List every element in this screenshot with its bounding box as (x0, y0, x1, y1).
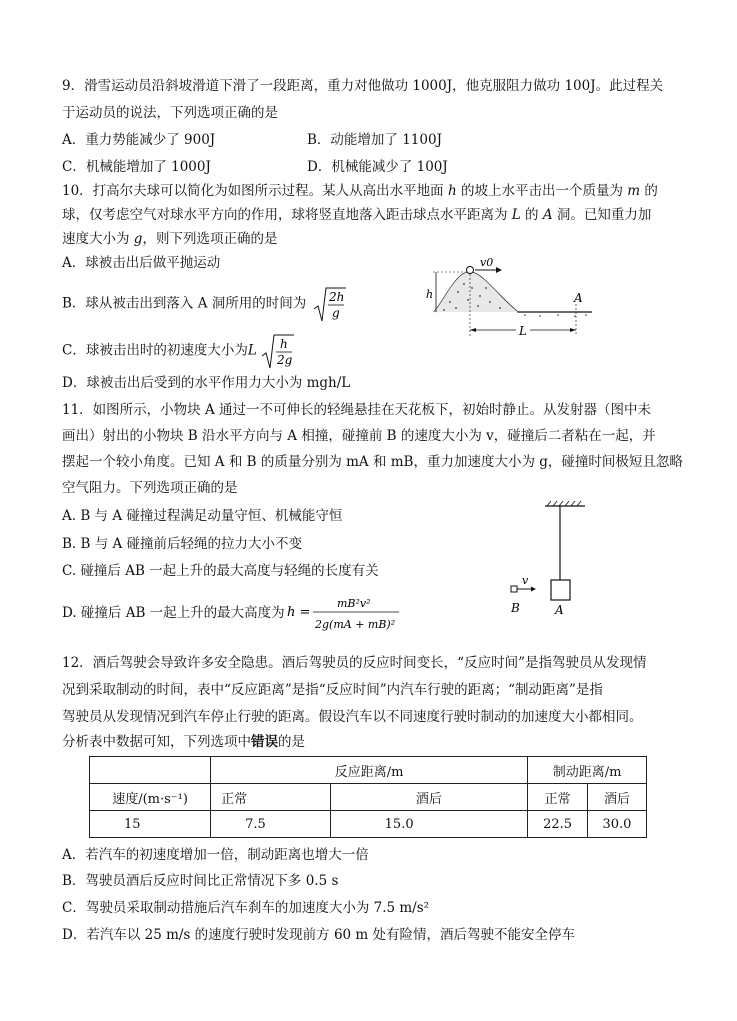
table-header-speed: 速度/(m·s⁻¹) (90, 784, 211, 811)
q10-stem-line1: 10．打高尔夫球可以简化为如图所示过程。某人从高出水平地面 h 的坡上水平击出一个质量为 m 的 (62, 183, 658, 199)
table-header-braking: 制动距离/m (528, 757, 647, 784)
q10-b-sqrt-formula (313, 285, 347, 323)
q12-option-b: B．驾驶员酒后反应时间比正常情况下多 0.5 s (62, 873, 339, 889)
q11-stem-line4: 空气阻力。下列选项正确的是 (62, 480, 238, 496)
q10-b-denominator: g (331, 306, 340, 320)
q10-option-d: D．球被击出后受到的水平作用力大小为 mgh/L (62, 375, 351, 391)
q11-d-denominator: 2g(mA + mB)² (315, 618, 396, 631)
q9-option-d: D．机械能减少了 100J (307, 159, 448, 175)
table-cell-drunk-braking: 30.0 (587, 811, 646, 838)
q10-option-b: B．球从被击出到落入 A 洞所用的时间为 2h g (62, 285, 345, 323)
table-corner-cell (90, 757, 211, 784)
pendulum-diagram (505, 500, 595, 620)
q10-stem-line2: 球，仅考虑空气对球水平方向的作用，球将竖直地落入距击球点水平距离为 L 的 A 洞。已知重力加 (62, 207, 652, 223)
table-cell-normal-reaction: 7.5 (211, 811, 331, 838)
q10-option-c: C．球被击出时的初速度大小为L h 2g (62, 332, 295, 370)
q10-option-a: A．球被击出后做平抛运动 (62, 255, 221, 271)
q10-b-numerator: 2h (328, 290, 344, 304)
q9-option-c: C．机械能增加了 1000J (62, 159, 211, 175)
q11-stem-line2: 画出）射出的小物块 B 沿水平方向与 A 相撞，碰撞前 B 的速度大小为 v，碰撞后二者粘在一起，并 (62, 428, 656, 444)
q12-option-a: A．若汽车的初速度增加一倍，制动距离也增大一倍 (62, 847, 369, 863)
table-header-drunk-braking: 酒后 (587, 784, 646, 811)
golf-hole-a-label: A (574, 291, 583, 305)
q11-option-d: D. 碰撞后 AB 一起上升的最大高度为 (62, 605, 285, 621)
block-a (551, 580, 570, 600)
q12-stem-line1: 12．酒后驾驶会导致许多安全隐患。酒后驾驶员的反应时间变长，“反应时间”是指驾驶员从发现情 (62, 655, 647, 671)
table-header-normal-braking: 正常 (528, 784, 588, 811)
q11-d-h: h = (287, 605, 311, 620)
q12-option-c: C．驾驶员采取制动措施后汽车刹车的加速度大小为 7.5 m/s² (62, 900, 430, 916)
velocity-v-label: v (522, 574, 529, 587)
golf-diagram (420, 258, 605, 338)
q11-d-numerator: mB²v² (337, 597, 371, 610)
q11-option-b: B. B 与 A 碰撞前后轻绳的拉力大小不变 (62, 536, 303, 552)
golf-h-label: h (426, 288, 434, 301)
table-cell-drunk-reaction: 15.0 (330, 811, 528, 838)
q11-d-formula (287, 590, 407, 636)
table-header-reaction: 反应距离/m (211, 757, 528, 784)
q9-stem-line1: 9．滑雪运动员沿斜坡滑道下滑了一段距离，重力对他做功 1000J，他克服阻力做功 100J。此过程关 (62, 78, 664, 94)
block-b-label: B (511, 601, 520, 615)
table-header-normal-reaction: 正常 (211, 784, 331, 811)
table-cell-normal-braking: 22.5 (528, 811, 588, 838)
golf-v0-label: v0 (480, 258, 494, 269)
q10-c-numerator: h (280, 337, 288, 351)
q11-option-a: A. B 与 A 碰撞过程满足动量守恒、机械能守恒 (62, 508, 343, 524)
table-header-drunk-reaction: 酒后 (330, 784, 528, 811)
q12-emphasis-wrong: 错误 (251, 734, 278, 750)
golf-l-label: L (519, 324, 527, 338)
q9-option-b: B．动能增加了 1100J (307, 132, 442, 148)
q12-data-table (89, 756, 647, 838)
golf-ball-icon (467, 267, 474, 274)
q12-option-d: D．若汽车以 25 m/s 的速度行驶时发现前方 60 m 处有险情，酒后驾驶不能安全停车 (62, 927, 576, 943)
q10-c-sqrt-formula (261, 332, 295, 370)
q11-stem-line1: 11．如图所示，小物块 A 通过一不可伸长的轻绳悬挂在天花板下，初始时静止。从发射器（图中未 (62, 402, 652, 418)
table-cell-speed: 15 (90, 811, 211, 838)
q10-c-l: L (247, 342, 257, 359)
q10-stem-line3: 速度大小为 g，则下列选项正确的是 (62, 231, 278, 247)
q11-option-c: C. 碰撞后 AB 一起上升的最大高度与轻绳的长度有关 (62, 563, 379, 579)
q10-c-denominator: 2g (277, 353, 293, 367)
block-a-label: A (555, 603, 564, 617)
q12-stem-line3: 驾驶员从发现情况到汽车停止行驶的距离。假设汽车以不同速度行驶时制动的加速度大小都相同。 (62, 709, 643, 725)
q12-stem-line2: 况到采取制动的时间，表中“反应距离”是指“反应时间”内汽车行驶的距离；“制动距离”是指 (62, 682, 603, 698)
q11-stem-line3: 摆起一个较小角度。已知 A 和 B 的质量分别为 mA 和 mB，重力加速度大小为 g，碰撞时间极短且忽略 (62, 454, 683, 470)
block-b (511, 586, 517, 592)
q9-stem-line2: 于运动员的说法，下列选项正确的是 (62, 105, 278, 121)
table-row (90, 811, 647, 838)
q9-option-a: A．重力势能减少了 900J (62, 132, 216, 148)
q12-stem-line4: 分析表中数据可知，下列选项中错误的是 (62, 734, 305, 750)
